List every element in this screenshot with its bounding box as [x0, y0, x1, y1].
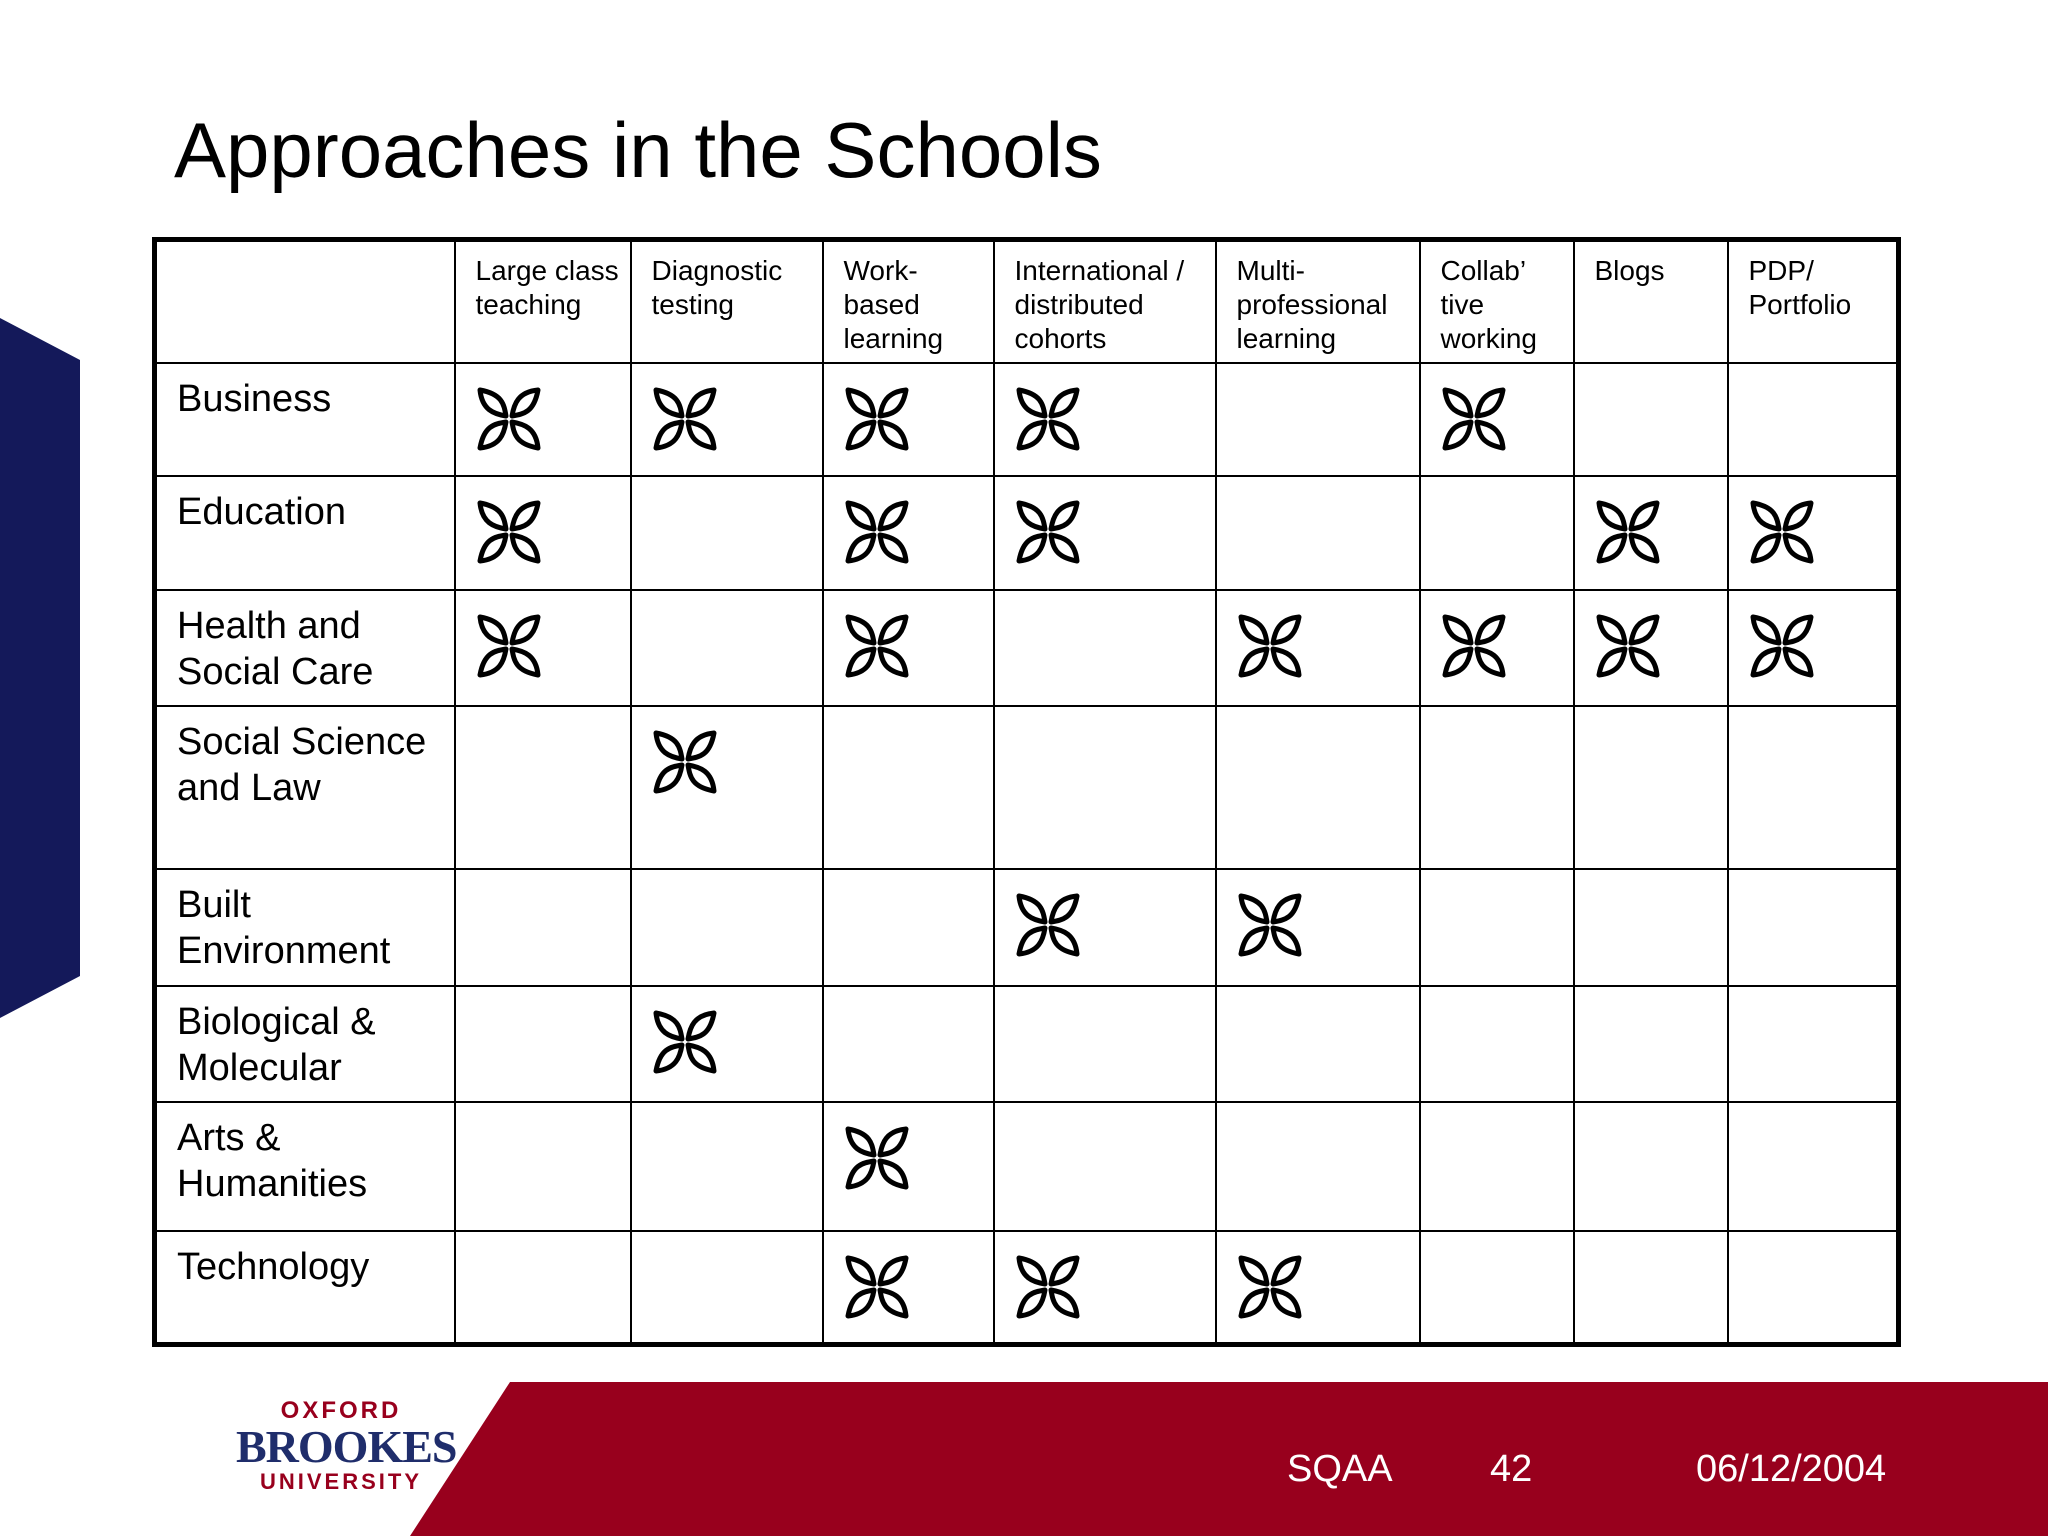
table-cell	[1216, 706, 1420, 869]
table-cell	[631, 706, 823, 869]
table-row	[155, 706, 1899, 869]
four-petal-cross-icon	[652, 386, 718, 452]
table-cell	[631, 869, 823, 986]
slide-title: Approaches in the Schools	[174, 106, 1102, 194]
table-cell	[631, 590, 823, 707]
table-cell	[1420, 706, 1574, 869]
four-petal-cross-icon	[476, 499, 542, 565]
table-cell	[823, 590, 994, 707]
table-row	[155, 476, 1899, 590]
school-name: Social Science and Law	[155, 706, 455, 869]
table-cell	[1420, 590, 1574, 707]
column-header: Multi-professional learning	[1216, 240, 1420, 363]
footer-page-number: 42	[1490, 1448, 1533, 1490]
column-header: Diagnostic testing	[631, 240, 823, 363]
four-petal-cross-icon	[844, 1254, 910, 1320]
table-cell	[1574, 476, 1728, 590]
table-cell	[823, 476, 994, 590]
table-cell	[1420, 1231, 1574, 1345]
table-cell	[1420, 869, 1574, 986]
column-header: PDP/ Portfolio	[1728, 240, 1899, 363]
table-cell	[1420, 363, 1574, 477]
table-cell	[1574, 363, 1728, 477]
table-header-row	[155, 240, 1899, 363]
table-cell	[994, 476, 1216, 590]
column-header: Collab’ tive working	[1420, 240, 1574, 363]
school-name: Biological & Molecular	[155, 986, 455, 1103]
table-cell	[1728, 476, 1899, 590]
four-petal-cross-icon	[476, 613, 542, 679]
table-cell	[1216, 590, 1420, 707]
table-row	[155, 869, 1899, 986]
table-cell	[1216, 869, 1420, 986]
four-petal-cross-icon	[652, 729, 718, 795]
table-cell	[994, 1102, 1216, 1231]
table-cell	[1574, 869, 1728, 986]
table-cell	[823, 1231, 994, 1345]
table-cell	[455, 476, 631, 590]
table-cell	[994, 706, 1216, 869]
table-cell	[1420, 1102, 1574, 1231]
table-cell	[455, 590, 631, 707]
column-header: Work-based learning	[823, 240, 994, 363]
four-petal-cross-icon	[1015, 386, 1081, 452]
logo-line-brookes: BROOKES	[236, 1421, 457, 1472]
table-cell	[631, 1102, 823, 1231]
table-cell	[994, 590, 1216, 707]
school-name: Health and Social Care	[155, 590, 455, 707]
table-cell	[1574, 590, 1728, 707]
table-cell	[455, 1231, 631, 1345]
approaches-table	[152, 237, 1901, 1347]
table-cell	[631, 476, 823, 590]
university-logo	[236, 1397, 457, 1494]
school-name: Education	[155, 476, 455, 590]
four-petal-cross-icon	[1015, 1254, 1081, 1320]
four-petal-cross-icon	[1015, 499, 1081, 565]
table-cell	[994, 1231, 1216, 1345]
table-body	[155, 363, 1899, 1345]
table-cell	[823, 363, 994, 477]
school-name: Built Environment	[155, 869, 455, 986]
four-petal-cross-icon	[844, 499, 910, 565]
table-cell	[823, 869, 994, 986]
table-cell	[455, 363, 631, 477]
table-row	[155, 1102, 1899, 1231]
table-cell	[1574, 1102, 1728, 1231]
logo-line-oxford: OXFORD	[280, 1397, 402, 1424]
table-row	[155, 363, 1899, 477]
table-cell	[1574, 1231, 1728, 1345]
four-petal-cross-icon	[844, 386, 910, 452]
four-petal-cross-icon	[1749, 499, 1815, 565]
school-name: Business	[155, 363, 455, 477]
table-cell	[823, 1102, 994, 1231]
table-corner-cell	[155, 240, 455, 363]
table-cell	[1216, 1102, 1420, 1231]
table-cell	[1574, 706, 1728, 869]
table-cell	[1216, 363, 1420, 477]
footer-date: 06/12/2004	[1696, 1448, 1887, 1490]
four-petal-cross-icon	[1237, 613, 1303, 679]
column-header: International / distributed cohorts	[994, 240, 1216, 363]
four-petal-cross-icon	[1237, 892, 1303, 958]
footer-source: SQAA	[1287, 1448, 1393, 1490]
table-cell	[823, 706, 994, 869]
table-cell	[1728, 590, 1899, 707]
four-petal-cross-icon	[476, 386, 542, 452]
table-cell	[994, 363, 1216, 477]
table-cell	[1574, 986, 1728, 1103]
four-petal-cross-icon	[1749, 613, 1815, 679]
table-row	[155, 590, 1899, 707]
table-cell	[455, 986, 631, 1103]
table-cell	[631, 1231, 823, 1345]
four-petal-cross-icon	[1595, 613, 1661, 679]
table-cell	[631, 363, 823, 477]
column-header: Large class teaching	[455, 240, 631, 363]
table-cell	[1728, 869, 1899, 986]
table-cell	[1420, 986, 1574, 1103]
four-petal-cross-icon	[844, 613, 910, 679]
table-cell	[1216, 986, 1420, 1103]
four-petal-cross-icon	[1441, 613, 1507, 679]
table-cell	[1216, 476, 1420, 590]
table-cell	[455, 869, 631, 986]
table-cell	[455, 1102, 631, 1231]
table-cell	[631, 986, 823, 1103]
school-name: Technology	[155, 1231, 455, 1345]
four-petal-cross-icon	[844, 1125, 910, 1191]
table-cell	[455, 706, 631, 869]
table-row	[155, 986, 1899, 1103]
school-name: Arts & Humanities	[155, 1102, 455, 1231]
side-decoration-band	[0, 318, 80, 1018]
table-cell	[1728, 706, 1899, 869]
table-cell	[994, 869, 1216, 986]
table-cell	[1728, 1102, 1899, 1231]
table-cell	[1420, 476, 1574, 590]
table-cell	[823, 986, 994, 1103]
four-petal-cross-icon	[1595, 499, 1661, 565]
column-header: Blogs	[1574, 240, 1728, 363]
table-row	[155, 1231, 1899, 1345]
four-petal-cross-icon	[652, 1009, 718, 1075]
four-petal-cross-icon	[1015, 892, 1081, 958]
logo-line-university: UNIVERSITY	[259, 1469, 423, 1494]
four-petal-cross-icon	[1237, 1254, 1303, 1320]
table-cell	[994, 986, 1216, 1103]
four-petal-cross-icon	[1441, 386, 1507, 452]
table-cell	[1728, 363, 1899, 477]
table-cell	[1216, 1231, 1420, 1345]
table-cell	[1728, 986, 1899, 1103]
table-cell	[1728, 1231, 1899, 1345]
